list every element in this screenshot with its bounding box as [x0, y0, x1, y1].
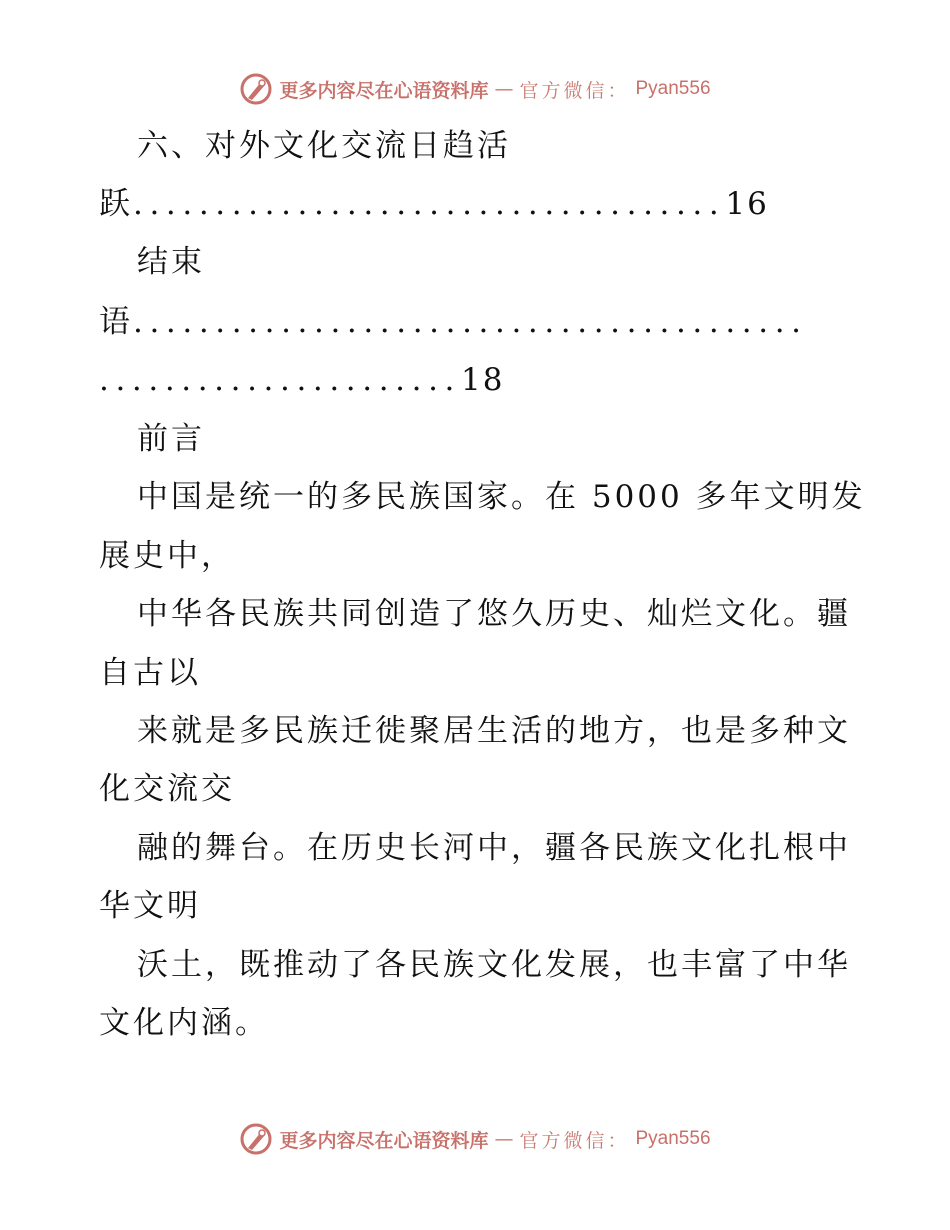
preface-line-1: 中国是统一的多民族国家。在 5000 多年文明发	[137, 479, 866, 515]
watermark-wechat-id: Pyan556	[635, 1128, 711, 1149]
watermark-dash: —	[494, 1128, 514, 1150]
toc-entry-conclusion-title: 结束	[137, 244, 205, 280]
pen-nib-logo-icon	[239, 1122, 273, 1156]
toc-entry-conclusion-line	[99, 302, 808, 342]
preface-line-4: 自古以	[99, 655, 201, 691]
watermark-wechat-label: 官方微信：	[519, 79, 630, 102]
toc-entry-conclusion-wrap: 语	[99, 304, 133, 340]
toc-entry-conclusion-page: 18	[461, 362, 505, 398]
header-watermark	[0, 72, 950, 106]
preface-heading: 前言	[137, 421, 205, 457]
toc-entry-conclusion-leader: .........................................	[133, 304, 808, 340]
preface-line-7: 融的舞台。在历史长河中，疆各民族文化扎根中	[137, 830, 851, 866]
preface-line-3: 中华各民族共同创造了悠久历史、灿烂文化。疆	[137, 596, 851, 632]
toc-entry-6-page: 16	[725, 186, 769, 222]
watermark-main-text: 更多内容尽在心语资料库	[279, 79, 489, 102]
toc-entry-6-wrap: 跃	[99, 186, 133, 222]
watermark-main-text: 更多内容尽在心语资料库	[279, 1129, 489, 1152]
watermark-wechat-id: Pyan556	[635, 78, 711, 99]
toc-entry-6-leader: ....................................	[133, 186, 726, 222]
footer-watermark	[0, 1122, 950, 1156]
preface-line-9: 沃土，既推动了各民族文化发展，也丰富了中华	[137, 947, 851, 983]
preface-line-2: 展史中，	[99, 538, 235, 574]
preface-line-6: 化交流交	[99, 771, 235, 807]
pen-nib-logo-icon	[239, 72, 273, 106]
watermark-wechat-label: 官方微信：	[519, 1129, 630, 1152]
preface-line-5: 来就是多民族迁徙聚居生活的地方，也是多种文	[137, 713, 851, 749]
preface-line-8: 华文明	[99, 888, 201, 924]
toc-entry-conclusion-line-2	[99, 360, 504, 400]
toc-entry-6-line	[99, 184, 769, 224]
toc-entry-6-title: 六、对外文化交流日趋活	[137, 128, 511, 164]
preface-line-10: 文化内涵。	[99, 1005, 269, 1041]
watermark-dash: —	[494, 78, 514, 100]
toc-entry-conclusion-leader-cont: ......................	[99, 362, 461, 398]
